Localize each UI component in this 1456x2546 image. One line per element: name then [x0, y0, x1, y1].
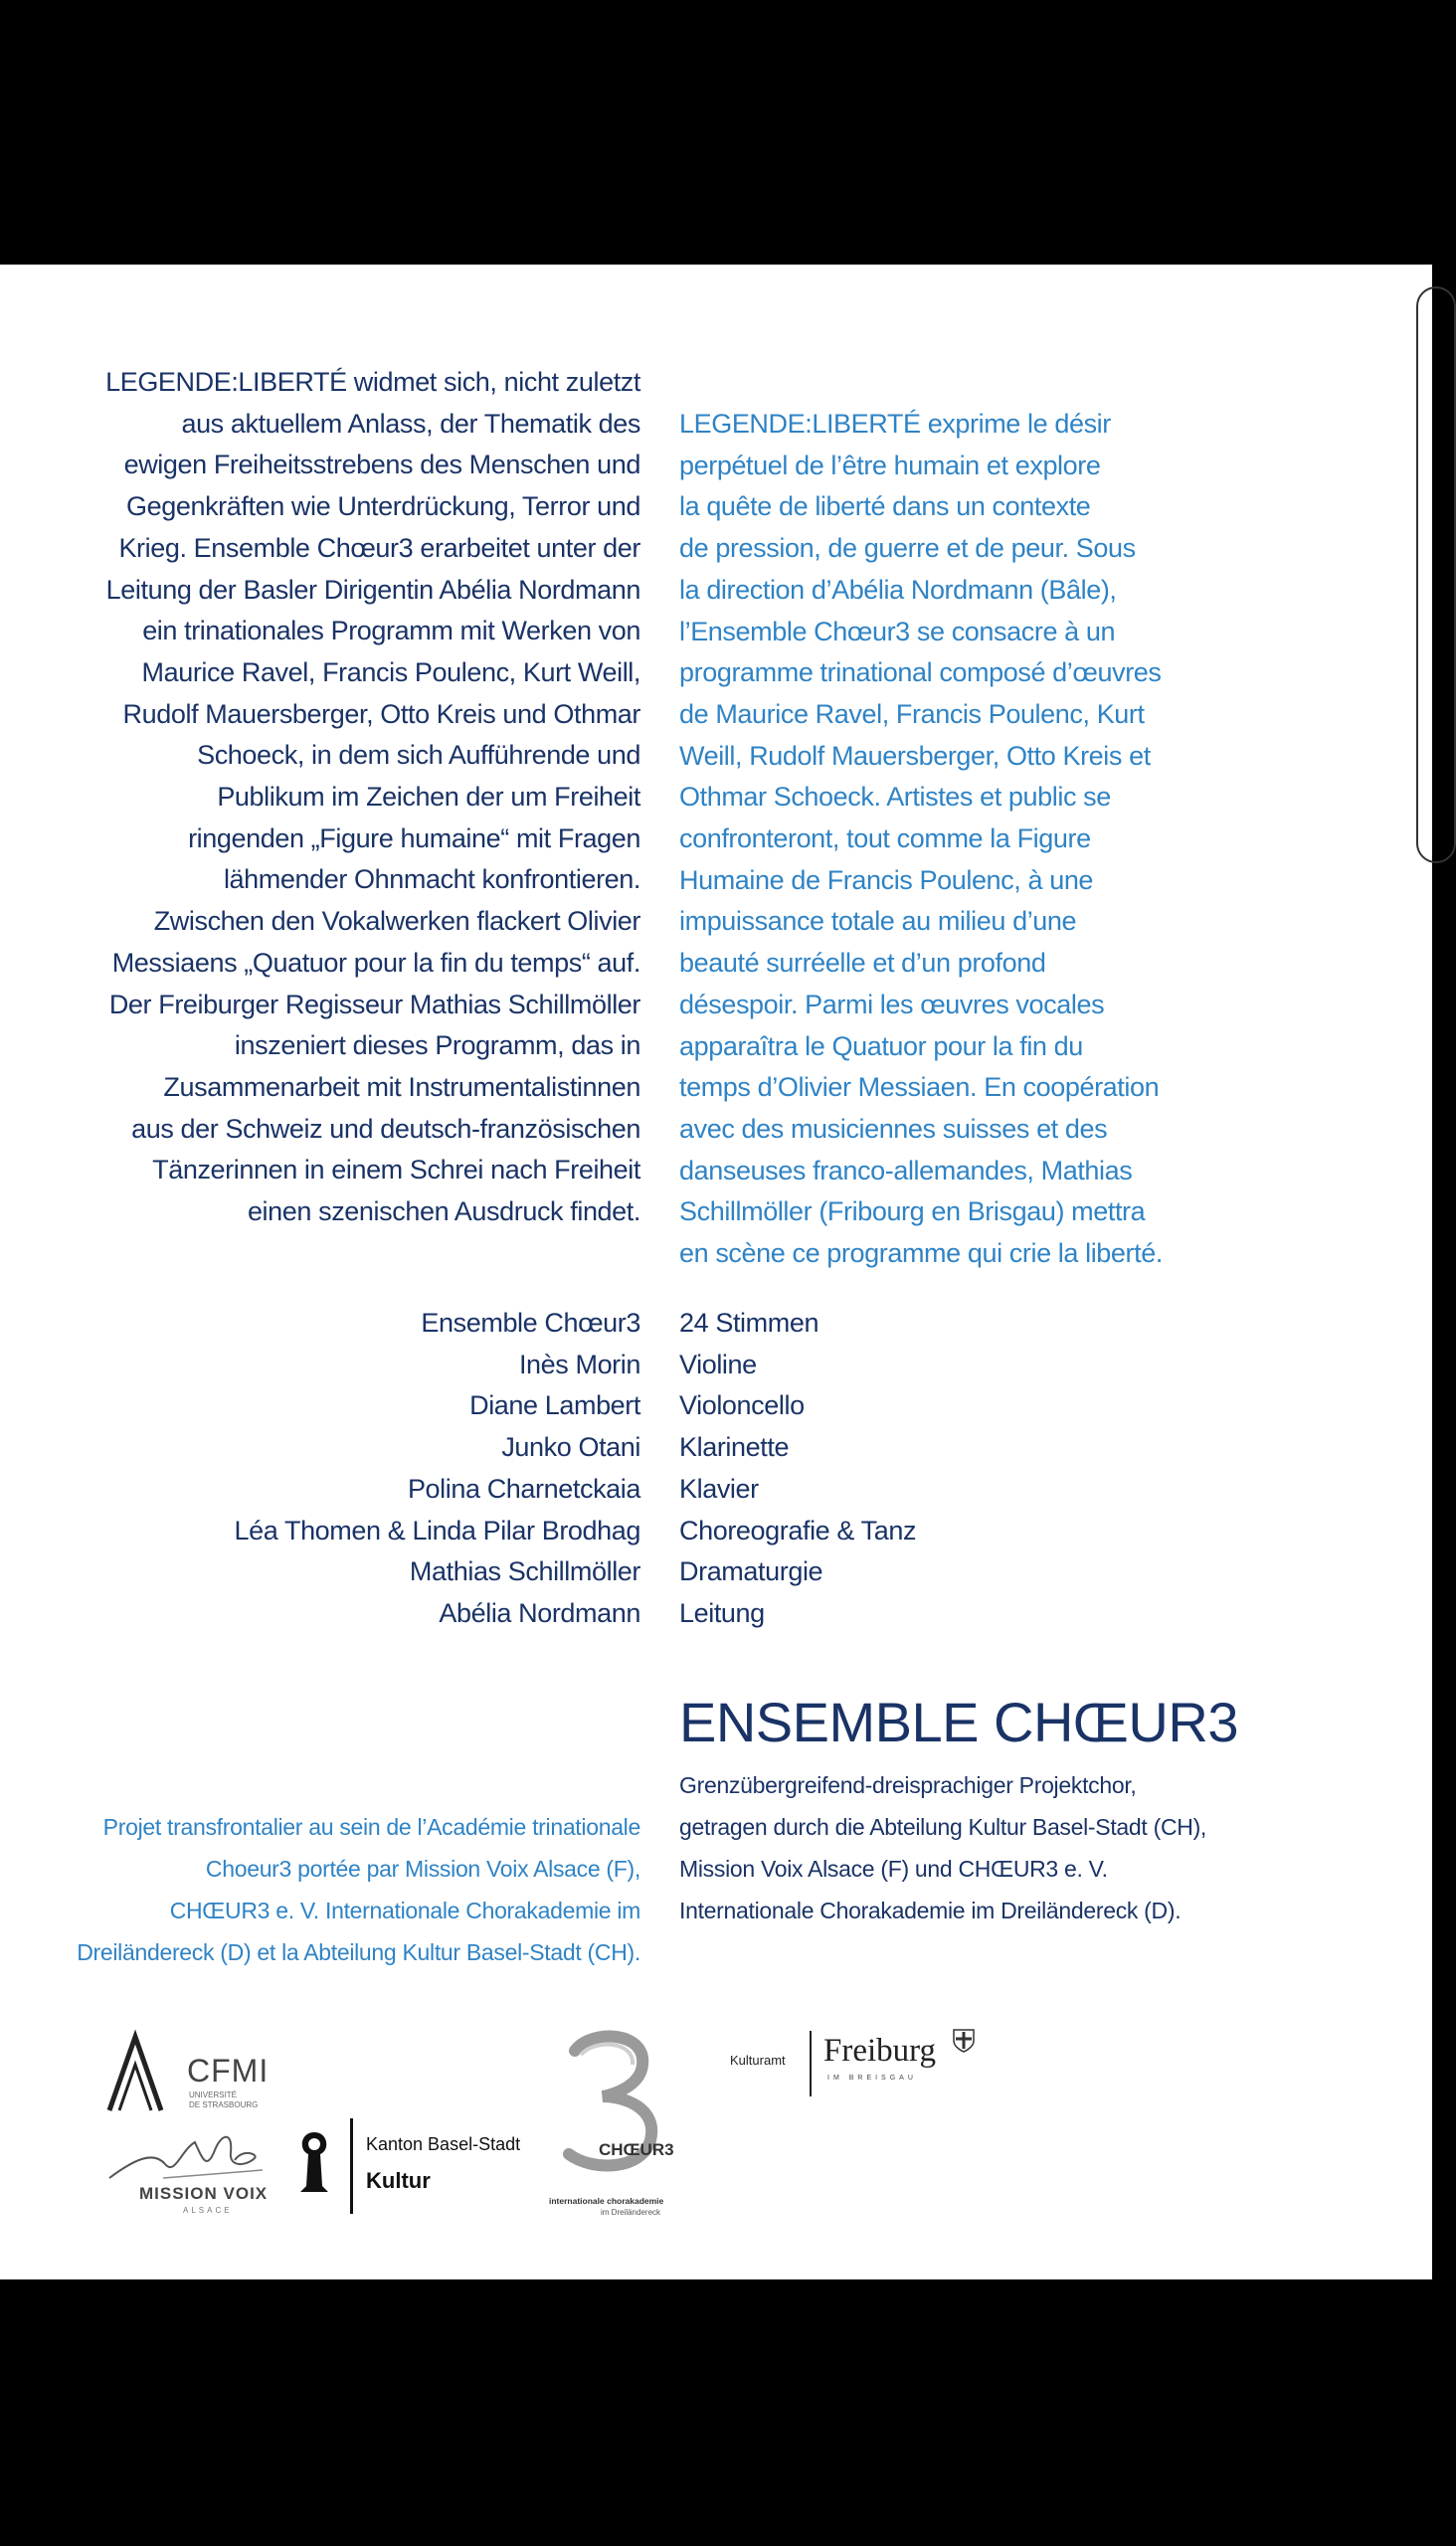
german-line: LEGENDE:LIBERTÉ widmet sich, nicht zuletzt: [105, 367, 640, 397]
french-note-line: Projet transfrontalier au sein de l’Académie trinationale: [102, 1814, 640, 1840]
german-line: Schoeck, in dem sich Aufführende und: [197, 740, 640, 771]
credit-name: Léa Thomen & Linda Pilar Brodhag: [234, 1515, 640, 1546]
freiburg-sub: IM BREISGAU: [827, 2075, 917, 2082]
french-line: Humaine de Francis Poulenc, à une: [679, 864, 1094, 895]
ensemble-description: [679, 1764, 1296, 1931]
mission-voix-signature-icon: [103, 2120, 273, 2186]
german-line: Zusammenarbeit mit Instrumentalistinnen: [163, 1071, 640, 1102]
cfmi-sub2: DE STRASBOURG: [189, 2100, 259, 2109]
german-line: Gegenkräften wie Unterdrückung, Terror und: [126, 491, 640, 522]
credit-role: Violoncello: [679, 1390, 805, 1421]
freiburg-divider: [810, 2031, 812, 2096]
credit-name: Mathias Schillmöller: [409, 1556, 640, 1587]
credit-role: Violine: [679, 1349, 757, 1379]
ensemble-description-line: Grenzübergreifend-dreisprachiger Projektchor,: [679, 1772, 1137, 1798]
credits-names: [149, 1303, 640, 1635]
credit-role: Dramaturgie: [679, 1556, 823, 1587]
mission-voix-logo: [103, 2120, 273, 2220]
credit-role: Leitung: [679, 1597, 765, 1628]
german-line: Leitung der Basler Dirigentin Abélia Nordmann: [105, 574, 640, 605]
ensemble-description-line: getragen durch die Abteilung Kultur Basel-Stadt (CH),: [679, 1814, 1207, 1840]
french-line: beauté surréelle et d’un profond: [679, 948, 1046, 979]
french-line: programme trinational composé d’œuvres: [679, 657, 1162, 688]
german-line: Maurice Ravel, Francis Poulenc, Kurt Weill,: [141, 656, 640, 687]
mission-voix-line1: MISSION VOIX: [139, 2184, 269, 2203]
cfmi-logo: [105, 2031, 284, 2114]
french-project-note: [70, 1806, 640, 1973]
german-line: Zwischen den Vokalwerken flackert Olivier: [153, 906, 640, 937]
choeur3-sub1: internationale chorakademie: [549, 2196, 664, 2206]
cfmi-sub1: UNIVERSITÉ: [189, 2091, 238, 2099]
basel-staff-icon: [292, 2128, 336, 2200]
top-black-bar: [0, 0, 1432, 265]
credit-role: Klarinette: [679, 1432, 790, 1463]
credit-name: Abélia Nordmann: [439, 1597, 640, 1628]
german-line: lähmender Ohnmacht konfrontieren.: [223, 864, 640, 895]
credit-name: Diane Lambert: [469, 1390, 640, 1421]
cfmi-a-icon: [105, 2033, 165, 2112]
french-line: temps d’Olivier Messiaen. En coopération: [679, 1072, 1160, 1103]
german-line: Tänzerinnen in einem Schrei nach Freiheit: [152, 1155, 640, 1185]
choeur3-logo: [537, 2025, 736, 2224]
freiburg-name: Freiburg: [823, 2033, 937, 2069]
german-line: Publikum im Zeichen der um Freiheit: [217, 782, 640, 813]
basel-logo: [292, 2114, 521, 2218]
ensemble-title: ENSEMBLE CHŒUR3: [679, 1691, 1238, 1753]
document-page: [0, 265, 1432, 2279]
french-line: de Maurice Ravel, Francis Poulenc, Kurt: [679, 698, 1145, 729]
german-line: inszeniert dieses Programm, das in: [234, 1030, 640, 1061]
credits-roles: [679, 1303, 1177, 1635]
french-note-line: Dreiländereck (D) et la Abteilung Kultur Basel-Stadt (CH).: [77, 1939, 640, 1965]
french-line: apparaîtra le Quatuor pour la fin du: [679, 1030, 1083, 1061]
basel-divider: [350, 2118, 353, 2214]
german-line: Krieg. Ensemble Chœur3 erarbeitet unter der: [118, 532, 640, 563]
credit-name: Ensemble Chœur3: [421, 1308, 640, 1338]
ensemble-description-line: Mission Voix Alsace (F) und CHŒUR3 e. V.: [679, 1856, 1108, 1882]
german-line: Der Freiburger Regisseur Mathias Schillmöller: [108, 989, 640, 1019]
french-line: Schillmöller (Fribourg en Brisgau) mettra: [679, 1196, 1146, 1227]
german-line: Messiaens „Quatuor pour la fin du temps“ auf.: [111, 947, 640, 978]
bottom-black-bar: [0, 2279, 1432, 2546]
french-line: perpétuel de l’être humain et explore: [679, 450, 1101, 480]
freiburg-crest-icon: [953, 2029, 975, 2053]
french-line: la direction d’Abélia Nordmann (Bâle),: [679, 574, 1117, 605]
french-text-column: [679, 404, 1236, 1275]
french-line: avec des musiciennes suisses et des: [679, 1113, 1108, 1144]
ensemble-description-line: Internationale Chorakademie im Dreiländereck (D).: [679, 1898, 1182, 1923]
german-line: ein trinationales Programm mit Werken von: [142, 616, 640, 646]
freiburg-logo: [728, 2025, 987, 2104]
french-line: de pression, de guerre et de peur. Sous: [679, 533, 1136, 564]
page-curl-edge: [1416, 286, 1456, 863]
french-note-line: CHŒUR3 e. V. Internationale Chorakademie im: [169, 1898, 640, 1923]
credit-name: Inès Morin: [518, 1349, 640, 1379]
german-line: einen szenischen Ausdruck findet.: [247, 1196, 640, 1227]
cfmi-name: CFMI: [187, 2053, 270, 2089]
french-line: la quête de liberté dans un contexte: [679, 491, 1091, 522]
basel-line1: Kanton Basel-Stadt: [366, 2134, 521, 2154]
french-line: danseuses franco-allemandes, Mathias: [679, 1155, 1133, 1185]
choeur3-name: CHŒUR3: [599, 2140, 674, 2159]
german-line: aus der Schweiz und deutsch-französischen: [131, 1113, 640, 1144]
german-line: aus aktuellem Anlass, der Thematik des: [181, 408, 640, 439]
german-line: Rudolf Mauersberger, Otto Kreis und Othmar: [122, 698, 640, 729]
french-line: désespoir. Parmi les œuvres vocales: [679, 989, 1105, 1019]
basel-line2: Kultur: [366, 2168, 431, 2193]
french-line: LEGENDE:LIBERTÉ exprime le désir: [679, 409, 1111, 439]
choeur3-sub2: im Dreiländereck: [601, 2208, 661, 2217]
german-line: ringenden „Figure humaine“ mit Fragen: [188, 822, 640, 853]
french-note-line: Choeur3 portée par Mission Voix Alsace (F),: [205, 1856, 640, 1882]
credit-role: Choreografie & Tanz: [679, 1515, 917, 1546]
freiburg-prefix: Kulturamt: [730, 2053, 786, 2068]
credit-name: Junko Otani: [501, 1432, 640, 1463]
credit-role: Klavier: [679, 1473, 759, 1504]
french-line: Weill, Rudolf Mauersberger, Otto Kreis et: [679, 740, 1151, 771]
french-line: Othmar Schoeck. Artistes et public se: [679, 782, 1111, 813]
credit-role: 24 Stimmen: [679, 1308, 819, 1338]
french-line: confronteront, tout comme la Figure: [679, 823, 1091, 854]
french-line: l’Ensemble Chœur3 se consacre à un: [679, 616, 1116, 646]
credit-name: Polina Charnetckaia: [407, 1473, 640, 1504]
french-line: impuissance totale au milieu d’une: [679, 906, 1077, 937]
mission-voix-line2: ALSACE: [183, 2206, 233, 2215]
german-text-column: [90, 362, 640, 1233]
french-line: en scène ce programme qui crie la liberté.: [679, 1238, 1163, 1269]
german-line: ewigen Freiheitsstrebens des Menschen und: [123, 450, 640, 480]
